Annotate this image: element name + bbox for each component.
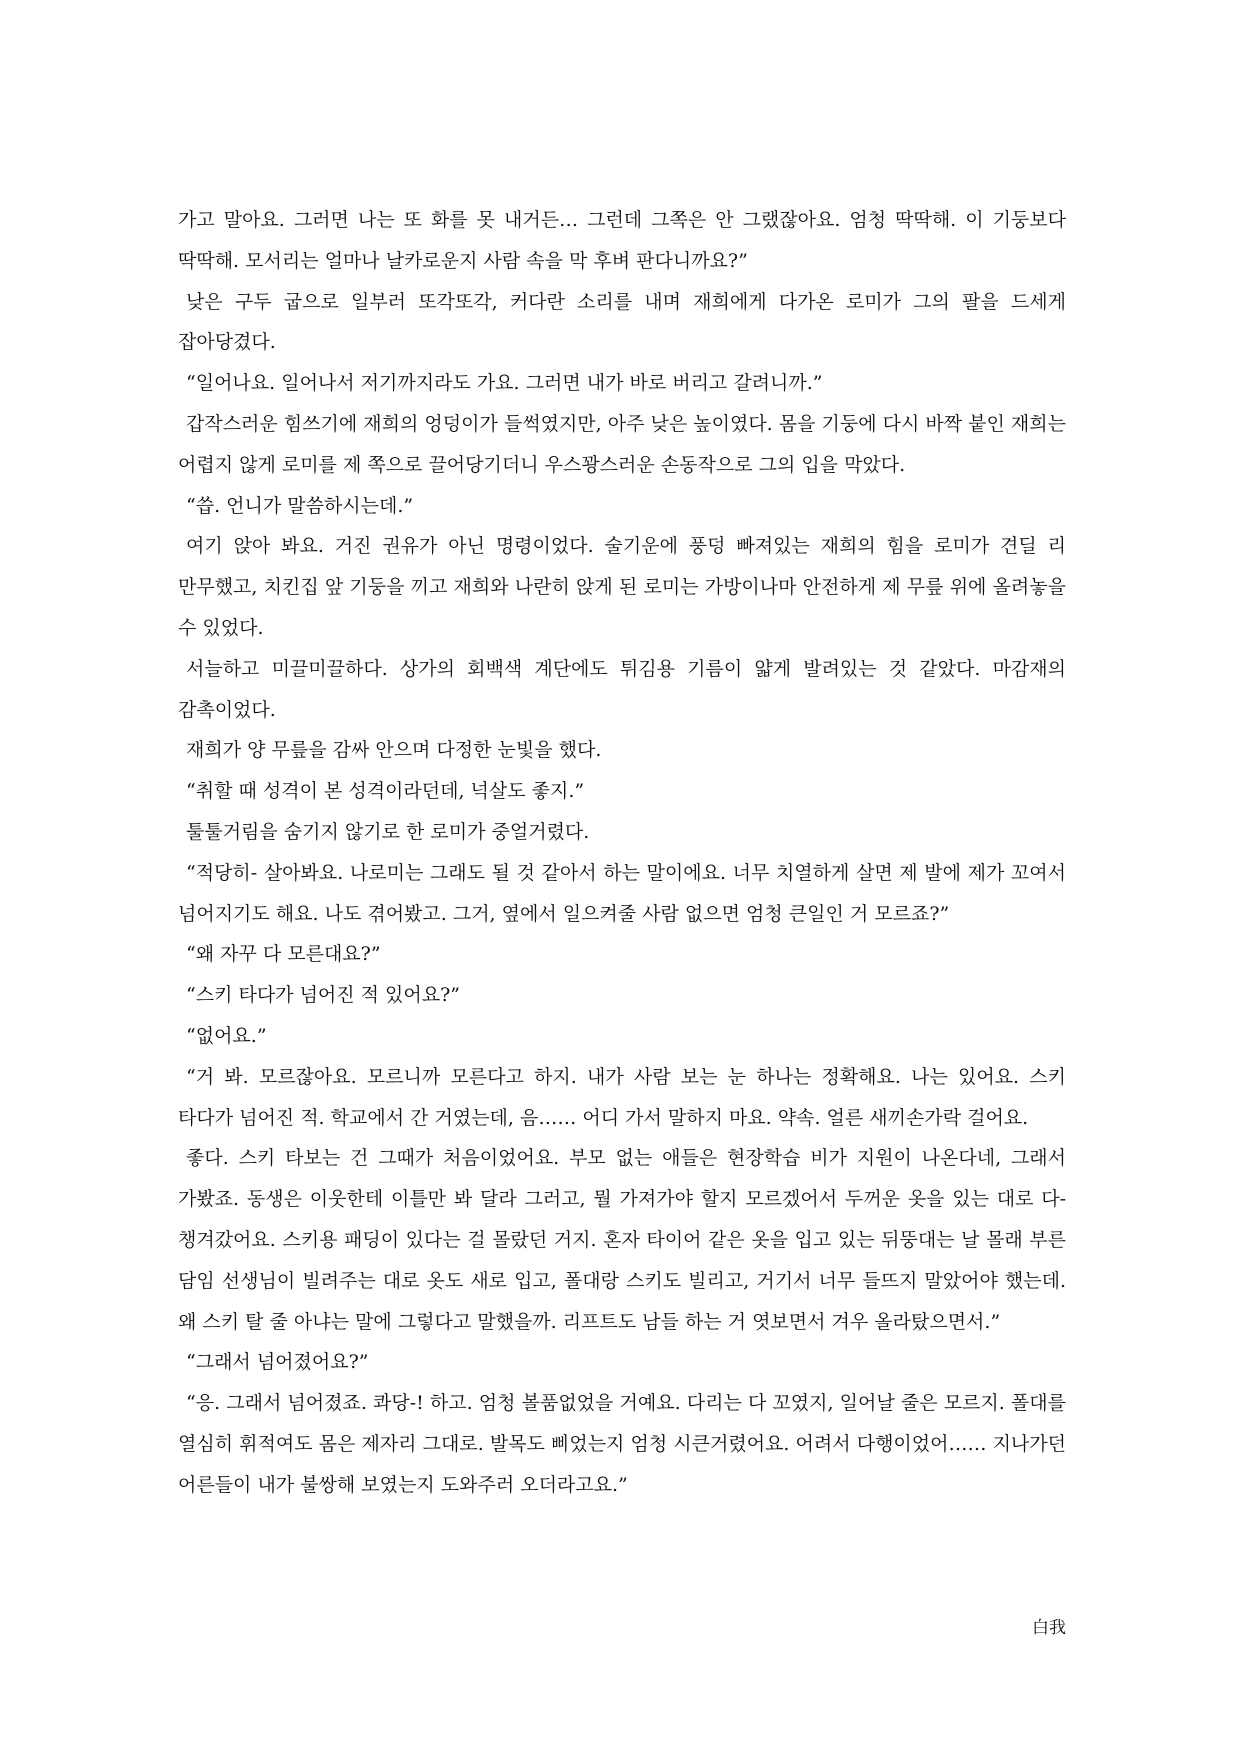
paragraph: 재희가 양 무릎을 감싸 안으며 다정한 눈빛을 했다. [186, 739, 602, 762]
paragraph: “취할 때 성격이 본 성격이라던데, 넉살도 좋지.” [186, 780, 585, 803]
paragraph: “응. 그래서 넘어졌죠. 콰당-! 하고. 엄청 볼품없었을 거예요. 다리는 다 꼬였지, 일어날 줄은 모르지. 폴대를 열심히 휘적여도 몸은 제자리 그대로. 발목도 삐었는지 엄청 시큰거렸어요. 어려서 다행이었어…… 지나가던 어른들이 내가 불쌍해 보였는지 도와주러 오더라고요.” [178, 1392, 1066, 1496]
paragraph: “거 봐. 모르잖아요. 모르니까 모른다고 하지. 내가 사람 보는 눈 하나는 정확해요. 나는 있어요. 스키 타다가 넘어진 적. 학교에서 간 거였는데, 음…… 어디 가서 말하지 마요. 약속. 얼른 새끼손가락 걸어요. [178, 1065, 1066, 1129]
page-body [178, 200, 1066, 1506]
paragraph: 툴툴거림을 숨기지 않기로 한 로미가 중얼거렸다. [186, 820, 590, 843]
page-footer: 白我 [1032, 1618, 1066, 1638]
paragraph: “그래서 넘어졌어요?” [186, 1351, 369, 1374]
paragraph: 갑작스러운 힘쓰기에 재희의 엉덩이가 들썩였지만, 아주 낮은 높이였다. 몸을 기둥에 다시 바짝 붙인 재희는 어렵지 않게 로미를 제 쪽으로 끌어당기더니 우스꽝스러운 손동작으로 그의 입을 막았다. [178, 412, 1066, 476]
paragraph: 서늘하고 미끌미끌하다. 상가의 회백색 계단에도 튀김용 기름이 얇게 발려있는 것 같았다. 마감재의 감촉이었다. [178, 657, 1066, 721]
paragraph: “씁. 언니가 말씀하시는데.” [186, 494, 414, 517]
paragraph: “일어나요. 일어나서 저기까지라도 가요. 그러면 내가 바로 버리고 갈려니까.” [186, 372, 823, 395]
paragraph: “왜 자꾸 다 모른대요?” [186, 943, 381, 966]
paragraph: 가고 말아요. 그러면 나는 또 화를 못 내거든… 그런데 그쪽은 안 그랬잖아요. 엄청 딱딱해. 이 기둥보다 딱딱해. 모서리는 얼마나 날카로운지 사람 속을 막 후벼 판다니까요?” [178, 209, 1066, 272]
paragraph: “적당히- 살아봐요. 나로미는 그래도 될 것 같아서 하는 말이에요. 너무 치열하게 살면 제 발에 제가 꼬여서 넘어지기도 해요. 나도 겪어봤고. 그거, 옆에서 일으켜줄 사람 없으면 엄청 큰일인 거 모르죠?” [178, 861, 1066, 925]
paragraph: 좋다. 스키 타보는 건 그때가 처음이었어요. 부모 없는 애들은 현장학습 비가 지원이 나온다네, 그래서 가봤죠. 동생은 이웃한테 이틀만 봐 달라 그러고, 뭘 가져가야 할지 모르겠어서 두꺼운 옷을 있는 대로 다- 챙겨갔어요. 스키용 패딩이 있다는 걸 몰랐던 거지. 혼자 타이어 같은 옷을 입고 있는 뒤뚱대는 날 몰래 부른 담임 선생님이 빌려주는 대로 옷도 새로 입고, 폴대랑 스키도 빌리고, 거기서 너무 들뜨지 말았어야 했는데. 왜 스키 탈 줄 아냐는 말에 그렇다고 말했을까. 리프트도 남들 하는 거 엿보면서 겨우 올라탔으면서.” [178, 1147, 1066, 1333]
paragraph: 낮은 구두 굽으로 일부러 또각또각, 커다란 소리를 내며 재희에게 다가온 로미가 그의 팔을 드세게 잡아당겼다. [178, 290, 1066, 354]
paragraph: “스키 타다가 넘어진 적 있어요?” [186, 984, 461, 1007]
paragraph: 여기 앉아 봐요. 거진 권유가 아닌 명령이었다. 술기운에 풍덩 빠져있는 재희의 힘을 로미가 견딜 리 만무했고, 치킨집 앞 기둥을 끼고 재희와 나란히 앉게 된 로미는 가방이나마 안전하게 제 무릎 위에 올려놓을 수 있었다. [178, 535, 1066, 639]
paragraph: “없어요.” [186, 1024, 267, 1047]
